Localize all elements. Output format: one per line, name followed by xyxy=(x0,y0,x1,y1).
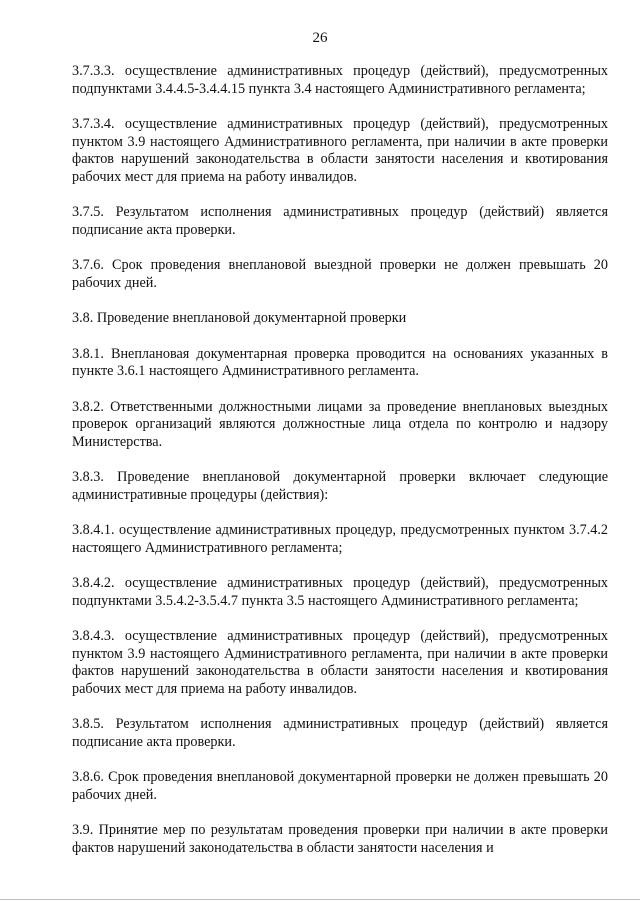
paragraph-3-8-4-1: 3.8.4.1. осуществление административных процедур, предусмотренных пунктом 3.7.4.2 настоящего Административного регламента; xyxy=(72,522,608,556)
paragraph-3-8-1: 3.8.1. Внеплановая документарная проверка проводится на основаниях указанных в пункте 3.6.1 настоящего Административного регламента. xyxy=(72,345,608,379)
paragraph-3-7-3-3: 3.7.3.3. осуществление административных процедур (действий), предусмотренных подпунктами 3.4.4.5-3.4.4.15 пункта 3.4 настоящего Административного регламента; xyxy=(72,63,608,97)
paragraph-3-7-3-4: 3.7.3.4. осуществление административных процедур (действий), предусмотренных пунктом 3.9 настоящего Административного регламента, при наличии в акте проверки фактов нарушений законодательства в области занятости населения и квотирования рабочих мест для приема на работу инвалидов. xyxy=(72,116,608,185)
paragraph-3-8-5: 3.8.5. Результатом исполнения административных процедур (действий) является подписание акта проверки. xyxy=(72,716,608,750)
paragraph-3-8-4-3: 3.8.4.3. осуществление административных процедур (действий), предусмотренных пунктом 3.9 настоящего Административного регламента, при наличии в акте проверки фактов нарушений законодательства в области занятости населения и квотирования рабочих мест для приема на работу инвалидов. xyxy=(72,628,608,697)
document-body xyxy=(72,63,608,857)
page-bottom-edge xyxy=(0,899,640,900)
paragraph-3-8-6: 3.8.6. Срок проведения внеплановой документарной проверки не должен превышать 20 рабочих дней. xyxy=(72,769,608,803)
paragraph-3-8-4-2: 3.8.4.2. осуществление административных процедур (действий), предусмотренных подпунктами 3.5.4.2-3.5.4.7 пункта 3.5 настоящего Административного регламента; xyxy=(72,575,608,609)
paragraph-3-9: 3.9. Принятие мер по результатам проведения проверки при наличии в акте проверки фактов нарушений законодательства в области занятости населения и xyxy=(72,822,608,856)
paragraph-3-7-6: 3.7.6. Срок проведения внеплановой выездной проверки не должен превышать 20 рабочих дней. xyxy=(72,257,608,291)
page-number: 26 xyxy=(312,30,328,46)
section-heading-3-8: 3.8. Проведение внеплановой документарной проверки xyxy=(72,310,407,326)
paragraph-3-8-2: 3.8.2. Ответственными должностными лицами за проведение внеплановых выездных проверок организаций являются должностные лица отдела по контролю и надзору Министерства. xyxy=(72,398,608,450)
paragraph-3-7-5: 3.7.5. Результатом исполнения административных процедур (действий) является подписание акта проверки. xyxy=(72,204,608,238)
paragraph-3-8-3: 3.8.3. Проведение внеплановой документарной проверки включает следующие административные процедуры (действия): xyxy=(72,469,608,503)
